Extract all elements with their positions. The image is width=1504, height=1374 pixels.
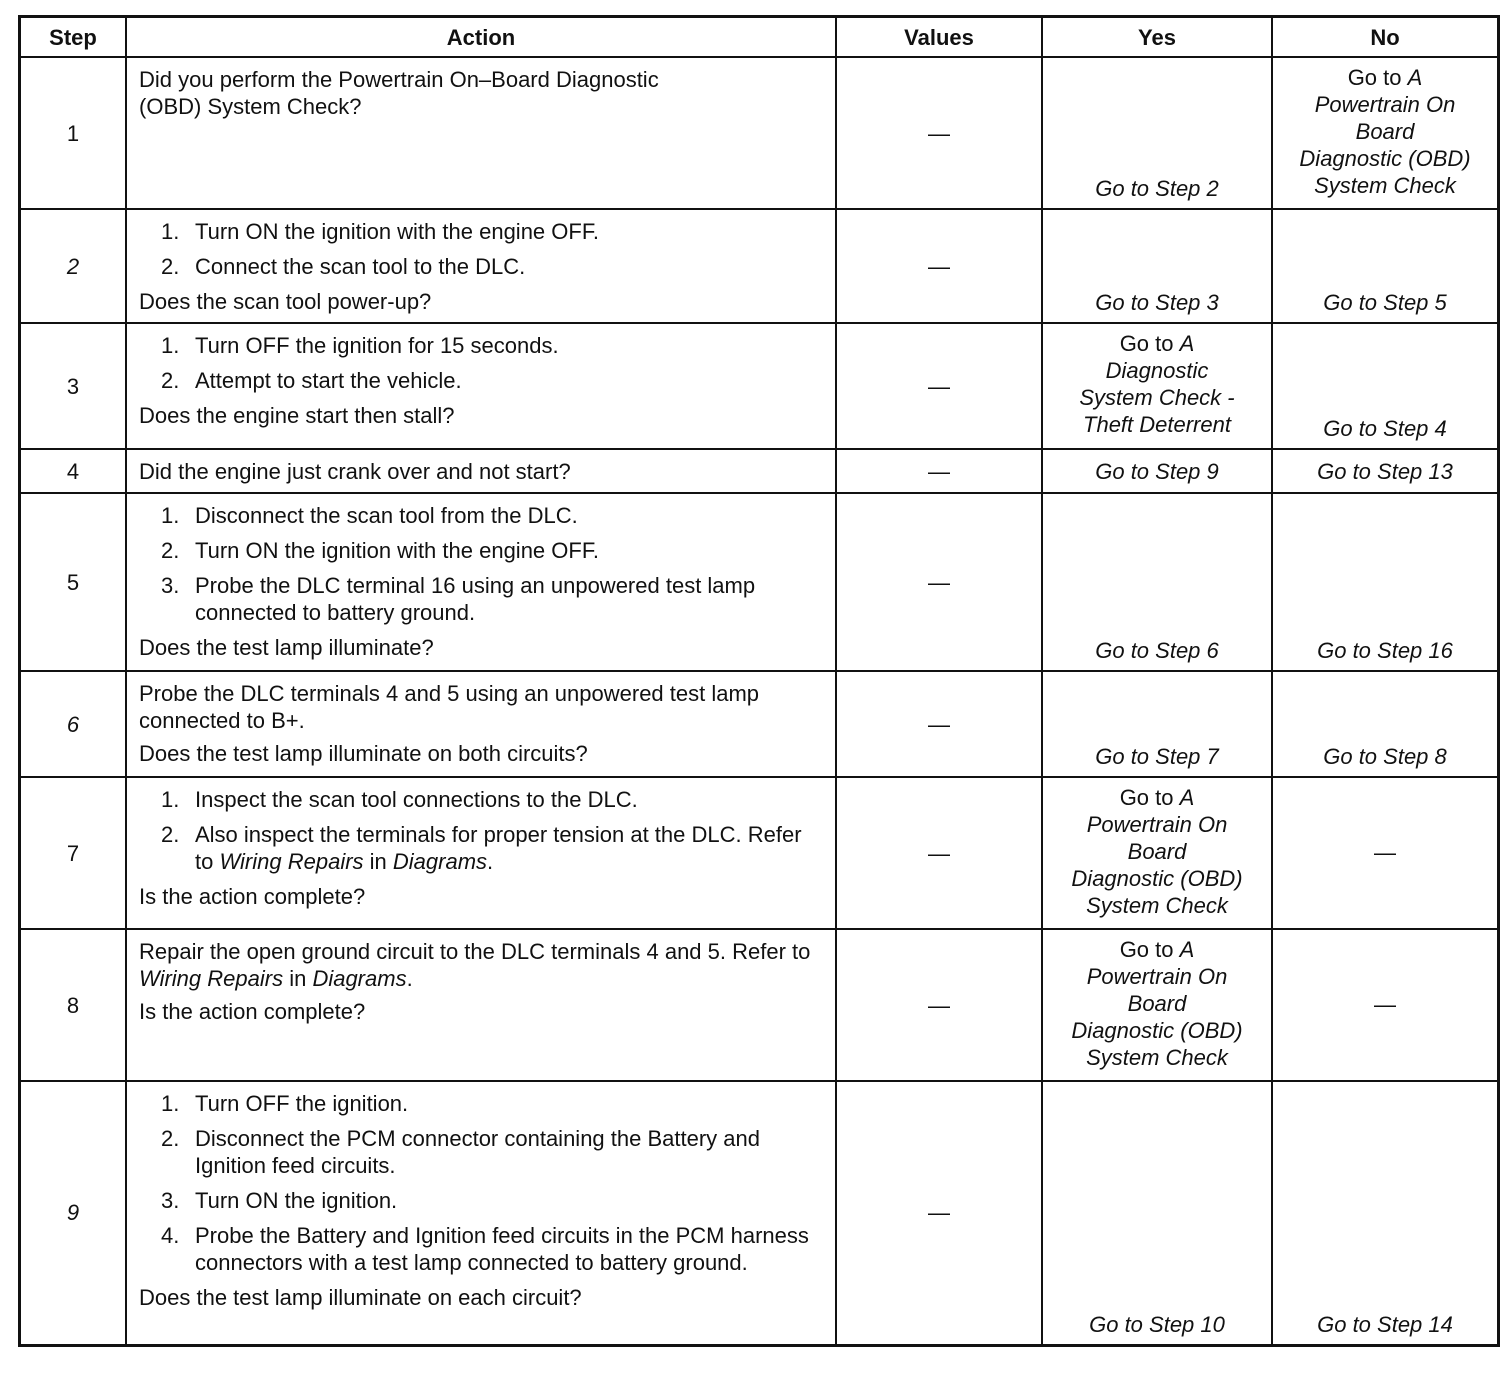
action-cell <box>126 449 836 493</box>
no-line: Powertrain On <box>1314 92 1456 117</box>
step-number: 3 <box>20 323 127 449</box>
header-values: Values <box>836 17 1042 58</box>
table-row <box>20 493 1499 671</box>
step-number: 5 <box>20 493 127 671</box>
yes-cell: Go to A Diagnostic System Check - Theft Deterrent <box>1042 323 1272 449</box>
table-row <box>20 209 1499 323</box>
no-cell <box>1272 57 1499 209</box>
step-number: 2 <box>20 209 127 323</box>
action-cell <box>126 671 836 777</box>
values-cell: — <box>836 777 1042 929</box>
table-row <box>20 449 1499 493</box>
action-step: 4. Probe the Battery and Ignition feed circuits in the PCM harness connectors with a test lamp connected to battery ground. <box>161 1223 809 1275</box>
action-step: 1. Turn OFF the ignition. <box>161 1091 409 1116</box>
no-cell: Go to Step 5 <box>1272 209 1499 323</box>
header-yes: Yes <box>1042 17 1272 58</box>
yes-cell: Go to Step 7 <box>1042 671 1272 777</box>
values-cell: — <box>836 1081 1042 1345</box>
action-step: 2. Attempt to start the vehicle. <box>161 368 462 393</box>
step-number: 1 <box>20 57 127 209</box>
action-question: Does the scan tool power-up? <box>139 289 432 314</box>
action-step: 3. Probe the DLC terminal 16 using an unpowered test lamp connected to battery ground. <box>161 573 756 625</box>
no-line: Diagnostic (OBD) <box>1299 146 1471 171</box>
header-step: Step <box>20 17 127 58</box>
table-header-row <box>20 17 1499 58</box>
table-row <box>20 671 1499 777</box>
action-question: Does the engine start then stall? <box>139 403 455 428</box>
values-cell: — <box>836 449 1042 493</box>
table-row <box>20 323 1499 449</box>
action-step: 2. Connect the scan tool to the DLC. <box>161 254 526 279</box>
action-text: Did the engine just crank over and not start? <box>139 458 571 484</box>
step-number: 9 <box>20 1081 127 1345</box>
action-step: 1. Disconnect the scan tool from the DLC. <box>161 503 578 528</box>
table-row <box>20 57 1499 209</box>
values-cell: — <box>836 493 1042 671</box>
values-cell: — <box>836 929 1042 1081</box>
step-number: 7 <box>20 777 127 929</box>
diagnostic-table <box>18 15 1500 1347</box>
no-cell: — <box>1272 929 1499 1081</box>
action-question: Does the test lamp illuminate on each circuit? <box>139 1285 582 1310</box>
action-step: 2. Also inspect the terminals for proper tension at the DLC. Refer to Wiring Repairs in Diagrams. <box>161 822 802 874</box>
no-line: Board <box>1355 119 1415 144</box>
yes-line: Go to Step 2 <box>1095 176 1219 201</box>
table-row <box>20 777 1499 929</box>
table-row <box>20 1081 1499 1345</box>
action-step: 1. Turn OFF the ignition for 15 seconds. <box>161 333 559 358</box>
action-cell <box>126 209 836 323</box>
action-step: 1. Turn ON the ignition with the engine OFF. <box>161 219 599 244</box>
action-step: 1. Inspect the scan tool connections to the DLC. <box>161 787 638 812</box>
action-text: Repair the open ground circuit to the DLC terminals 4 and 5. Refer to Wiring Repairs in Diagrams. <box>139 939 811 991</box>
action-cell <box>126 1081 836 1345</box>
yes-cell: Go to Step 6 <box>1042 493 1272 671</box>
no-cell: Go to Step 16 <box>1272 493 1499 671</box>
yes-cell: Go to Step 9 <box>1042 449 1272 493</box>
values-cell: — <box>836 671 1042 777</box>
action-cell <box>126 493 836 671</box>
no-line: System Check <box>1314 173 1456 198</box>
diagnostic-table-sheet <box>18 15 1500 1347</box>
yes-cell <box>1042 57 1272 209</box>
action-text: Probe the DLC terminals 4 and 5 using an unpowered test lamp connected to B+. <box>139 681 760 733</box>
yes-cell: Go to A Powertrain On Board Diagnostic (OBD) System Check <box>1042 777 1272 929</box>
step-number: 8 <box>20 929 127 1081</box>
values-cell: — <box>836 57 1042 209</box>
step-number: 4 <box>20 449 127 493</box>
no-cell: Go to Step 14 <box>1272 1081 1499 1345</box>
values-cell: — <box>836 323 1042 449</box>
action-step: 2. Disconnect the PCM connector containing the Battery and Ignition feed circuits. <box>161 1126 760 1178</box>
table-row <box>20 929 1499 1081</box>
action-cell <box>126 777 836 929</box>
action-text: Did you perform the Powertrain On–Board Diagnostic (OBD) System Check? <box>139 67 659 119</box>
action-question: Is the action complete? <box>139 999 366 1024</box>
no-cell: Go to Step 8 <box>1272 671 1499 777</box>
no-cell: — <box>1272 777 1499 929</box>
no-line: Go to A <box>1347 65 1423 90</box>
action-step: 2. Turn ON the ignition with the engine OFF. <box>161 538 599 563</box>
header-no: No <box>1272 17 1499 58</box>
yes-cell: Go to A Powertrain On Board Diagnostic (OBD) System Check <box>1042 929 1272 1081</box>
action-question: Does the test lamp illuminate? <box>139 635 434 660</box>
action-cell <box>126 57 836 209</box>
action-question: Does the test lamp illuminate on both circuits? <box>139 741 588 766</box>
action-step: 3. Turn ON the ignition. <box>161 1188 398 1213</box>
action-cell <box>126 323 836 449</box>
action-question: Is the action complete? <box>139 884 366 909</box>
step-number: 6 <box>20 671 127 777</box>
header-action: Action <box>126 17 836 58</box>
no-cell: Go to Step 13 <box>1272 449 1499 493</box>
values-cell: — <box>836 209 1042 323</box>
yes-cell: Go to Step 3 <box>1042 209 1272 323</box>
action-cell <box>126 929 836 1081</box>
no-cell: Go to Step 4 <box>1272 323 1499 449</box>
yes-cell: Go to Step 10 <box>1042 1081 1272 1345</box>
